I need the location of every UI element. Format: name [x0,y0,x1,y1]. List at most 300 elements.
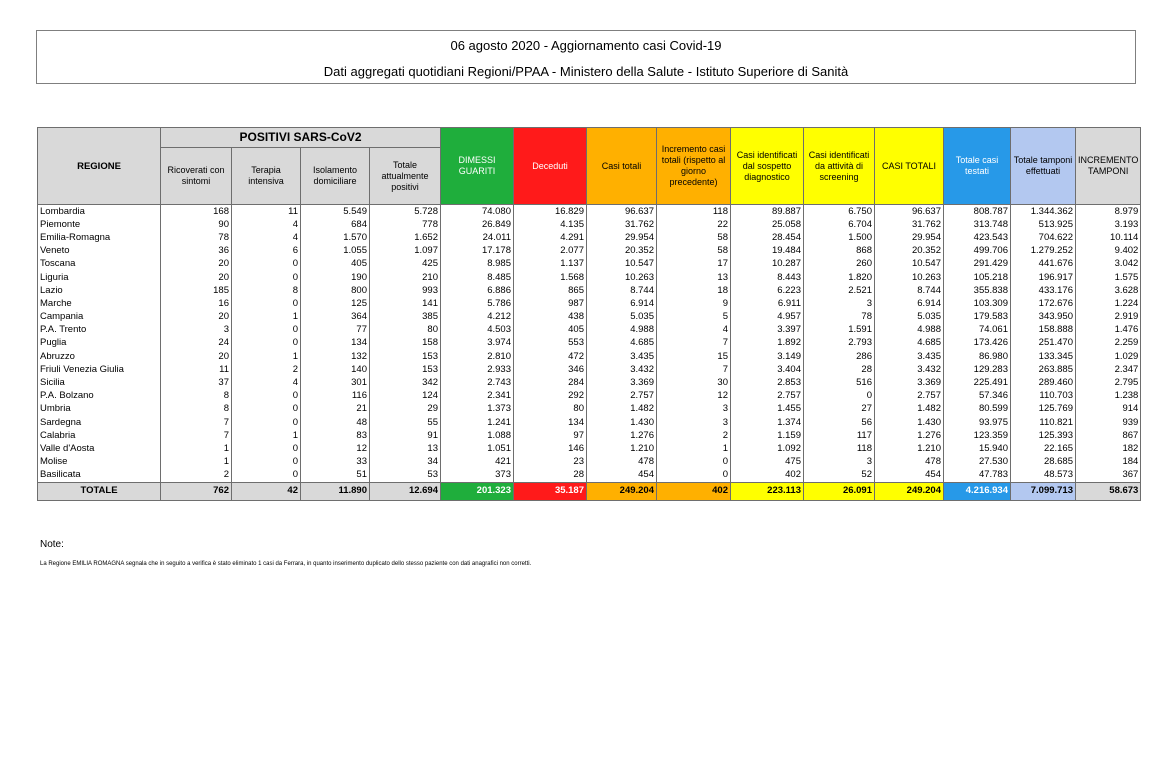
value-cell: 1.482 [875,403,944,416]
table-row [38,376,1141,389]
region-name-cell: Liguria [38,271,161,284]
value-cell: 1.430 [587,416,657,429]
value-cell: 4.988 [587,324,657,337]
value-cell: 343.950 [1011,311,1076,324]
region-name-cell: Valle d'Aosta [38,442,161,455]
value-cell: 3 [657,416,731,429]
value-cell: 225.491 [944,376,1011,389]
value-cell: 190 [301,271,370,284]
value-cell: 91 [370,429,441,442]
ricoverati-header: Ricoverati con sintomi [161,148,232,205]
value-cell: 405 [301,258,370,271]
value-cell: 158.888 [1011,324,1076,337]
table-row [38,284,1141,297]
value-cell: 6.223 [731,284,804,297]
value-cell: 48.573 [1011,469,1076,483]
value-cell: 5.549 [301,205,370,219]
value-cell: 364 [301,311,370,324]
value-cell: 2.341 [441,390,514,403]
value-cell: 3.628 [1076,284,1141,297]
value-cell: 15 [657,350,731,363]
region-name-cell: Marche [38,297,161,310]
region-name-cell: Umbria [38,403,161,416]
value-cell: 173.426 [944,337,1011,350]
total-value-cell: 4.216.934 [944,482,1011,500]
table-row [38,469,1141,483]
value-cell: 0 [232,271,301,284]
value-cell: 97 [514,429,587,442]
value-cell: 1.892 [731,337,804,350]
value-cell: 0 [232,456,301,469]
value-cell: 3.369 [875,376,944,389]
value-cell: 134 [301,337,370,350]
positivi-group-header: POSITIVI SARS-CoV2 [161,128,441,148]
value-cell: 10.547 [587,258,657,271]
value-cell: 20 [161,271,232,284]
value-cell: 8.744 [587,284,657,297]
table-row [38,442,1141,455]
value-cell: 27.530 [944,456,1011,469]
value-cell: 1 [232,350,301,363]
value-cell: 1.097 [370,245,441,258]
value-cell: 31.762 [875,218,944,231]
table-row [38,456,1141,469]
value-cell: 1.276 [587,429,657,442]
value-cell: 286 [804,350,875,363]
value-cell: 3 [657,403,731,416]
value-cell: 1 [161,456,232,469]
value-cell: 1.276 [875,429,944,442]
tamponi-effettuati-header: Totale tamponi effettuati [1011,128,1076,205]
value-cell: 19.484 [731,245,804,258]
value-cell: 80 [514,403,587,416]
report-subtitle: Dati aggregati quotidiani Regioni/PPAA - Ministero della Salute - Istituto Superiore di Sanità [323,64,849,79]
value-cell: 103.309 [944,297,1011,310]
totale-positivi-header: Totale attualmente positivi [370,148,441,205]
value-cell: 5.786 [441,297,514,310]
value-cell: 20 [161,311,232,324]
value-cell: 1.055 [301,245,370,258]
value-cell: 146 [514,442,587,455]
value-cell: 56 [804,416,875,429]
value-cell: 8 [232,284,301,297]
value-cell: 454 [875,469,944,483]
region-name-cell: Lazio [38,284,161,297]
casi-testati-header: Totale casi testati [944,128,1011,205]
value-cell: 0 [232,442,301,455]
value-cell: 1.476 [1076,324,1141,337]
value-cell: 3.435 [587,350,657,363]
value-cell: 1.373 [441,403,514,416]
table-row [38,390,1141,403]
value-cell: 402 [731,469,804,483]
value-cell: 27 [804,403,875,416]
isolamento-header: Isolamento domiciliare [301,148,370,205]
terapia-intensiva-header: Terapia intensiva [232,148,301,205]
value-cell: 289.460 [1011,376,1076,389]
value-cell: 129.283 [944,363,1011,376]
value-cell: 2.077 [514,245,587,258]
value-cell: 28.685 [1011,456,1076,469]
value-cell: 2.933 [441,363,514,376]
value-cell: 12 [301,442,370,455]
value-cell: 684 [301,218,370,231]
value-cell: 367 [1076,469,1141,483]
value-cell: 2.743 [441,376,514,389]
total-value-cell: 35.187 [514,482,587,500]
value-cell: 0 [232,337,301,350]
table-row [38,429,1141,442]
value-cell: 2.757 [875,390,944,403]
region-name-cell: Basilicata [38,469,161,483]
value-cell: 291.429 [944,258,1011,271]
value-cell: 1.224 [1076,297,1141,310]
value-cell: 140 [301,363,370,376]
value-cell: 24.011 [441,231,514,244]
value-cell: 105.218 [944,271,1011,284]
value-cell: 993 [370,284,441,297]
value-cell: 36 [161,245,232,258]
value-cell: 123.359 [944,429,1011,442]
value-cell: 29 [370,403,441,416]
value-cell: 11 [161,363,232,376]
value-cell: 78 [161,231,232,244]
value-cell: 1.455 [731,403,804,416]
value-cell: 4 [232,376,301,389]
value-cell: 3.193 [1076,218,1141,231]
value-cell: 0 [232,416,301,429]
value-cell: 251.470 [1011,337,1076,350]
value-cell: 1.820 [804,271,875,284]
region-name-cell: P.A. Trento [38,324,161,337]
value-cell: 80.599 [944,403,1011,416]
value-cell: 5.035 [587,311,657,324]
value-cell: 0 [232,258,301,271]
value-cell: 2.259 [1076,337,1141,350]
region-name-cell: P.A. Bolzano [38,390,161,403]
value-cell: 133.345 [1011,350,1076,363]
value-cell: 52 [804,469,875,483]
value-cell: 37 [161,376,232,389]
table-row [38,245,1141,258]
value-cell: 196.917 [1011,271,1076,284]
value-cell: 96.637 [875,205,944,219]
screening-header: Casi identificati da attività di screening [804,128,875,205]
value-cell: 292 [514,390,587,403]
value-cell: 704.622 [1011,231,1076,244]
value-cell: 179.583 [944,311,1011,324]
total-value-cell: 26.091 [804,482,875,500]
value-cell: 342 [370,376,441,389]
value-cell: 433.176 [1011,284,1076,297]
value-cell: 2 [657,429,731,442]
total-value-cell: 249.204 [875,482,944,500]
value-cell: 7 [657,337,731,350]
value-cell: 10.263 [875,271,944,284]
deceduti-header: Deceduti [514,128,587,205]
value-cell: 74.080 [441,205,514,219]
value-cell: 808.787 [944,205,1011,219]
value-cell: 2 [232,363,301,376]
value-cell: 16.829 [514,205,587,219]
value-cell: 1.092 [731,442,804,455]
value-cell: 1.210 [587,442,657,455]
value-cell: 3 [804,297,875,310]
value-cell: 31.762 [587,218,657,231]
total-row [38,482,1141,500]
value-cell: 0 [232,297,301,310]
value-cell: 499.706 [944,245,1011,258]
value-cell: 118 [657,205,731,219]
value-cell: 18 [657,284,731,297]
region-name-cell: Calabria [38,429,161,442]
value-cell: 13 [370,442,441,455]
value-cell: 6.750 [804,205,875,219]
value-cell: 10.287 [731,258,804,271]
value-cell: 8.985 [441,258,514,271]
total-value-cell: 762 [161,482,232,500]
value-cell: 20.352 [587,245,657,258]
incremento-casi-header: Incremento casi totali (rispetto al giorno precedente) [657,128,731,205]
value-cell: 74.061 [944,324,1011,337]
value-cell: 1 [161,442,232,455]
value-cell: 8.485 [441,271,514,284]
value-cell: 153 [370,363,441,376]
value-cell: 0 [232,403,301,416]
value-cell: 4.212 [441,311,514,324]
value-cell: 7 [161,416,232,429]
value-cell: 478 [875,456,944,469]
value-cell: 2.521 [804,284,875,297]
table-body [38,205,1141,483]
value-cell: 1.652 [370,231,441,244]
table-row [38,337,1141,350]
value-cell: 987 [514,297,587,310]
value-cell: 8.744 [875,284,944,297]
sospetto-diagnostico-header: Casi identificati dal sospetto diagnostico [731,128,804,205]
region-name-cell: Sardegna [38,416,161,429]
value-cell: 10.547 [875,258,944,271]
value-cell: 2.853 [731,376,804,389]
value-cell: 182 [1076,442,1141,455]
region-name-cell: Sicilia [38,376,161,389]
value-cell: 9.402 [1076,245,1141,258]
value-cell: 0 [232,324,301,337]
table-row [38,205,1141,219]
value-cell: 47.783 [944,469,1011,483]
value-cell: 373 [441,469,514,483]
value-cell: 86.980 [944,350,1011,363]
value-cell: 4.135 [514,218,587,231]
casi-totali-header: Casi totali [587,128,657,205]
value-cell: 313.748 [944,218,1011,231]
value-cell: 21 [301,403,370,416]
value-cell: 513.925 [1011,218,1076,231]
value-cell: 158 [370,337,441,350]
value-cell: 284 [514,376,587,389]
value-cell: 3.042 [1076,258,1141,271]
value-cell: 5.728 [370,205,441,219]
region-name-cell: Veneto [38,245,161,258]
value-cell: 4.685 [587,337,657,350]
value-cell: 4.957 [731,311,804,324]
value-cell: 1.051 [441,442,514,455]
value-cell: 2.347 [1076,363,1141,376]
value-cell: 116 [301,390,370,403]
table-row [38,258,1141,271]
value-cell: 3.369 [587,376,657,389]
value-cell: 125.769 [1011,403,1076,416]
value-cell: 48 [301,416,370,429]
value-cell: 868 [804,245,875,258]
value-cell: 80 [370,324,441,337]
value-cell: 89.887 [731,205,804,219]
table-row [38,271,1141,284]
value-cell: 1.137 [514,258,587,271]
region-name-cell: Friuli Venezia Giulia [38,363,161,376]
value-cell: 301 [301,376,370,389]
value-cell: 185 [161,284,232,297]
value-cell: 20 [161,350,232,363]
region-name-cell: Abruzzo [38,350,161,363]
value-cell: 20.352 [875,245,944,258]
value-cell: 93.975 [944,416,1011,429]
value-cell: 4 [657,324,731,337]
value-cell: 2 [161,469,232,483]
value-cell: 8.443 [731,271,804,284]
value-cell: 0 [804,390,875,403]
value-cell: 90 [161,218,232,231]
value-cell: 8 [161,390,232,403]
value-cell: 800 [301,284,370,297]
value-cell: 4.503 [441,324,514,337]
value-cell: 1.570 [301,231,370,244]
value-cell: 3.432 [875,363,944,376]
value-cell: 30 [657,376,731,389]
region-name-cell: Lombardia [38,205,161,219]
casi-totali-upper-header: CASI TOTALI [875,128,944,205]
region-name-cell: Molise [38,456,161,469]
value-cell: 865 [514,284,587,297]
value-cell: 425 [370,258,441,271]
table-row [38,416,1141,429]
value-cell: 78 [804,311,875,324]
value-cell: 3.149 [731,350,804,363]
value-cell: 405 [514,324,587,337]
value-cell: 914 [1076,403,1141,416]
value-cell: 2.919 [1076,311,1141,324]
value-cell: 24 [161,337,232,350]
value-cell: 1.029 [1076,350,1141,363]
total-value-cell: 7.099.713 [1011,482,1076,500]
value-cell: 15.940 [944,442,1011,455]
total-value-cell: 249.204 [587,482,657,500]
value-cell: 475 [731,456,804,469]
region-name-cell: Puglia [38,337,161,350]
report-title: 06 agosto 2020 - Aggiornamento casi Covid-19 [450,38,722,53]
total-value-cell: 223.113 [731,482,804,500]
value-cell: 2.793 [804,337,875,350]
value-cell: 51 [301,469,370,483]
total-value-cell: 12.694 [370,482,441,500]
value-cell: 153 [370,350,441,363]
value-cell: 57.346 [944,390,1011,403]
value-cell: 25.058 [731,218,804,231]
total-label-cell: TOTALE [38,482,161,500]
value-cell: 26.849 [441,218,514,231]
value-cell: 33 [301,456,370,469]
table-row [38,403,1141,416]
value-cell: 168 [161,205,232,219]
total-value-cell: 42 [232,482,301,500]
value-cell: 3.397 [731,324,804,337]
report-header [36,30,1136,84]
value-cell: 1.374 [731,416,804,429]
value-cell: 134 [514,416,587,429]
value-cell: 1.591 [804,324,875,337]
value-cell: 132 [301,350,370,363]
value-cell: 10.114 [1076,231,1141,244]
note-title: Note: [40,539,64,550]
value-cell: 23 [514,456,587,469]
value-cell: 29.954 [875,231,944,244]
value-cell: 1.344.362 [1011,205,1076,219]
value-cell: 1.210 [875,442,944,455]
table-row [38,324,1141,337]
value-cell: 516 [804,376,875,389]
value-cell: 6.704 [804,218,875,231]
value-cell: 17.178 [441,245,514,258]
value-cell: 3.435 [875,350,944,363]
value-cell: 1.241 [441,416,514,429]
value-cell: 441.676 [1011,258,1076,271]
value-cell: 2.757 [587,390,657,403]
value-cell: 110.821 [1011,416,1076,429]
value-cell: 421 [441,456,514,469]
value-cell: 553 [514,337,587,350]
value-cell: 4 [232,218,301,231]
value-cell: 58 [657,231,731,244]
value-cell: 11 [232,205,301,219]
value-cell: 124 [370,390,441,403]
incremento-tamponi-header: INCREMENTO TAMPONI [1076,128,1141,205]
value-cell: 423.543 [944,231,1011,244]
value-cell: 7 [657,363,731,376]
value-cell: 55 [370,416,441,429]
value-cell: 10.263 [587,271,657,284]
value-cell: 22 [657,218,731,231]
value-cell: 1 [232,429,301,442]
note-text: La Regione EMILIA ROMAGNA segnala che in seguito a verifica è stato eliminato 1 casi da Ferrara, in quanto inserimento duplicato dello stesso paziente con dati anagrafici non corretti. [40,561,532,567]
value-cell: 478 [587,456,657,469]
value-cell: 28 [804,363,875,376]
total-value-cell: 402 [657,482,731,500]
value-cell: 3 [804,456,875,469]
value-cell: 83 [301,429,370,442]
value-cell: 6.911 [731,297,804,310]
region-name-cell: Campania [38,311,161,324]
value-cell: 1.159 [731,429,804,442]
table-row [38,297,1141,310]
value-cell: 77 [301,324,370,337]
value-cell: 1.575 [1076,271,1141,284]
value-cell: 16 [161,297,232,310]
value-cell: 4 [232,231,301,244]
value-cell: 1 [232,311,301,324]
value-cell: 12 [657,390,731,403]
value-cell: 1.482 [587,403,657,416]
value-cell: 7 [161,429,232,442]
